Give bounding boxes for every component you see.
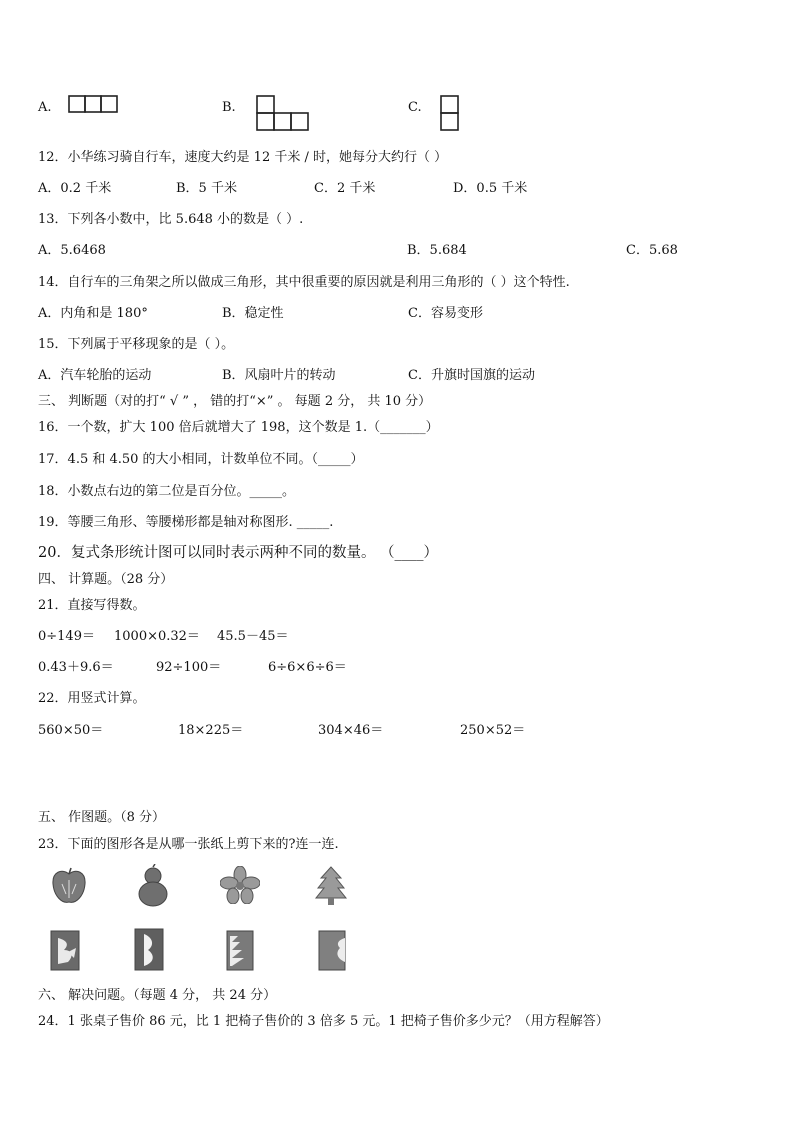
q11-shape-b [256,95,312,133]
folded-paper-b-icon [134,928,166,972]
q14-option-b[interactable]: B．稳定性 [222,306,284,321]
section-6-heading: 六、 解决问题。（每题 4 分， 共 24 分） [38,988,277,1003]
q12-option-d[interactable]: D．0.5 千米 [453,181,528,196]
q17-statement: 17．4.5 和 4.50 的大小相同，计数单位不同。（_____） [38,452,364,467]
q15-stem: 15．下列属于平移现象的是（ ）。 [38,337,235,352]
q11-shape-a [68,95,120,113]
q21-item-5: 92÷100＝ [156,660,222,675]
q13-option-c[interactable]: C．5.68 [626,243,678,258]
q14-stem: 14．自行车的三角架之所以做成三角形，其中很重要的原因就是利用三角形的（ ）这个特性. [38,275,570,290]
q11-option-a-label: A. [38,100,52,115]
q23-stem: 23．下面的图形各是从哪一张纸上剪下来的?连一连. [38,837,339,852]
q11-option-a[interactable] [38,100,52,115]
q21-stem: 21．直接写得数。 [38,598,146,613]
q24-statement: 24．1 张桌子售价 86 元，比 1 把椅子售价的 3 倍多 5 元。1 把椅子售价多少元？（用方程解答） [38,1014,609,1029]
q21-item-2: 1000×0.32＝ [114,629,200,644]
q20-statement: 20．复式条形统计图可以同时表示两种不同的数量。 （____） [38,545,439,561]
flower-cutout-icon [220,866,260,904]
q18-statement: 18．小数点右边的第二位是百分位。_____。 [38,484,296,499]
q15-option-c[interactable]: C．升旗时国旗的运动 [408,368,535,383]
section-3-heading: 三、 判断题（对的打“ √ ” ， 错的打“×” 。 每题 2 分， 共 10 分） [38,394,432,409]
q13-option-a[interactable]: A．5.6468 [38,243,106,258]
gourd-cutout-icon [136,864,170,908]
q12-option-c[interactable]: C．2 千米 [314,181,376,196]
q21-item-3: 45.5－45＝ [217,629,289,644]
q11-option-b[interactable] [222,100,236,115]
q22-stem: 22．用竖式计算。 [38,691,146,706]
q11-option-c-label: C. [408,100,422,115]
q11-option-b-label: B. [222,100,236,115]
q15-option-b[interactable]: B．风扇叶片的转动 [222,368,336,383]
q13-stem: 13．下列各小数中，比 5.648 小的数是（ ）. [38,212,304,227]
q13-option-b[interactable]: B．5.684 [407,243,467,258]
q21-item-1: 0÷149＝ [38,629,95,644]
section-4-heading: 四、 计算题。（28 分） [38,572,174,587]
q12-option-a[interactable]: A．0.2 千米 [38,181,112,196]
q11-option-c[interactable] [408,100,422,115]
q16-statement: 16．一个数，扩大 100 倍后就增大了 198，这个数是 1.（_______） [38,420,439,435]
q15-option-a[interactable]: A．汽车轮胎的运动 [38,368,152,383]
folded-paper-c-icon [226,930,256,972]
q21-item-4: 0.43＋9.6＝ [38,660,114,675]
folded-paper-a-icon [50,930,82,972]
section-5-heading: 五、 作图题。（8 分） [38,810,166,825]
q14-option-c[interactable]: C．容易变形 [408,306,483,321]
q21-item-6: 6÷6×6÷6＝ [268,660,347,675]
tree-cutout-icon [314,866,348,906]
q12-option-b[interactable]: B．5 千米 [176,181,237,196]
q22-item-1: 560×50＝ [38,723,104,738]
q22-item-2: 18×225＝ [178,723,244,738]
apple-cutout-icon [50,866,88,906]
q12-stem: 12．小华练习骑自行车，速度大约是 12 千米 / 时，她每分大约行（ ） [38,150,448,165]
q19-statement: 19．等腰三角形、等腰梯形都是轴对称图形. _____. [38,515,334,530]
q22-item-4: 250×52＝ [460,723,526,738]
q22-item-3: 304×46＝ [318,723,384,738]
folded-paper-d-icon [318,930,348,972]
q14-option-a[interactable]: A．内角和是 180° [38,306,148,321]
q11-shape-c [440,95,460,133]
